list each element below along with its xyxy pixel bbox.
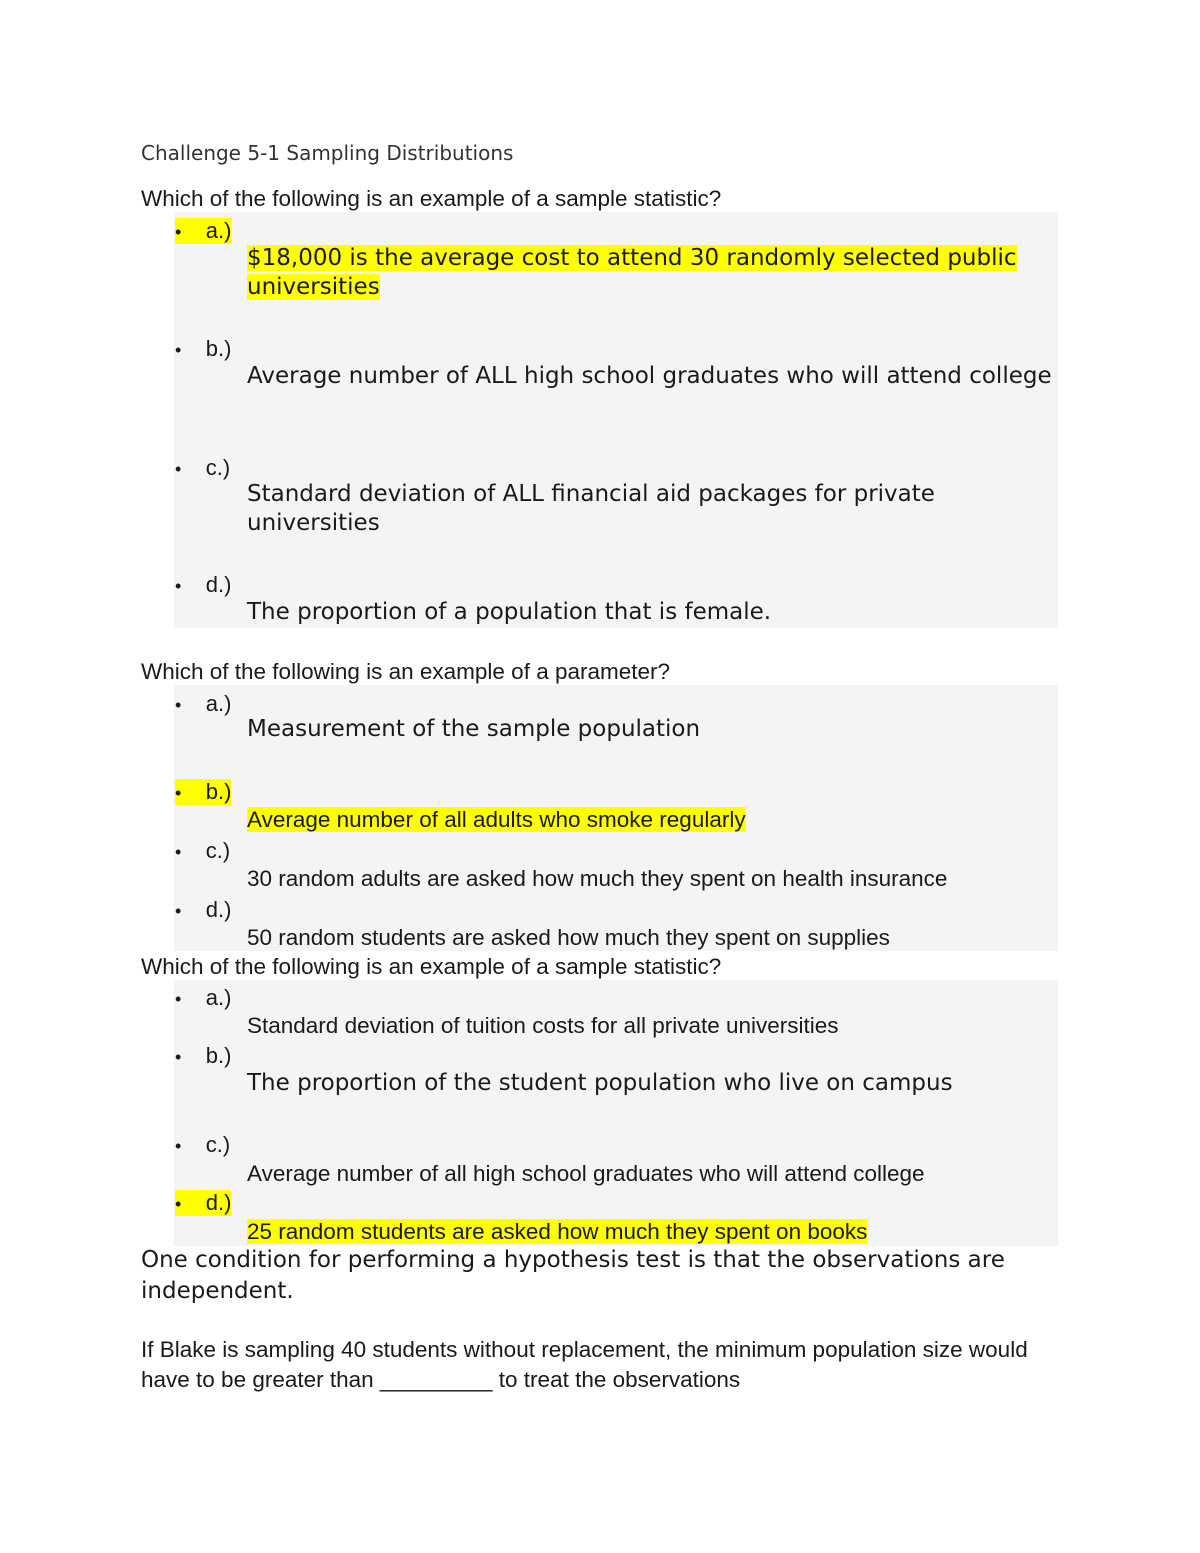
q2-option-d-label[interactable]: • d.) [175,897,232,922]
q2-option-c-label[interactable]: • c.) [175,838,231,863]
q1-option-b-text: Average number of ALL high school graduates who will attend college [247,363,1052,389]
q1-option-a-label[interactable]: • a.) [175,218,232,243]
q2-option-b-label[interactable]: • b.) [175,779,232,804]
page-title: Challenge 5-1 Sampling Distributions [141,141,514,165]
question-2-text: Which of the following is an example of a parameter? [141,659,671,684]
q3-option-a-text: Standard deviation of tuition costs for all private universities [247,1013,839,1038]
q2-option-b-text: Average number of all adults who smoke regularly [247,807,746,832]
hypothesis-statement: One condition for performing a hypothesis test is that the observations are independent. [141,1247,1005,1304]
question-3-text: Which of the following is an example of a sample statistic? [141,954,722,979]
q3-option-b-label[interactable]: • b.) [175,1043,232,1068]
q1-option-c-text: Standard deviation of ALL financial aid packages for private universities [247,481,935,536]
q1-option-c-label[interactable]: • c.) [175,455,231,480]
q3-option-c-text: Average number of all high school graduates who will attend college [247,1161,925,1186]
q3-option-c-label[interactable]: • c.) [175,1132,231,1157]
q3-option-d-label[interactable]: • d.) [175,1190,232,1215]
q2-option-d-text: 50 random students are asked how much they spent on supplies [247,925,890,950]
q3-option-a-label[interactable]: • a.) [175,985,232,1010]
q2-option-a-label[interactable]: • a.) [175,691,232,716]
q2-option-a-text: Measurement of the sample population [247,716,701,742]
question-4-text: If Blake is sampling 40 students without replacement, the minimum population size would have to be greater than _________ to treat the observations [141,1337,1028,1392]
q1-option-a-text: $18,000 is the average cost to attend 30 randomly selected public universities [247,245,1017,300]
q1-option-b-label[interactable]: • b.) [175,336,232,361]
q3-option-d-text: 25 random students are asked how much they spent on books [247,1219,868,1244]
question-1-text: Which of the following is an example of a sample statistic? [141,186,722,211]
q3-option-b-text: The proportion of the student population who live on campus [247,1070,953,1096]
q1-option-d-text: The proportion of a population that is female. [247,599,772,625]
q2-option-c-text: 30 random adults are asked how much they spent on health insurance [247,866,948,891]
q1-option-d-label[interactable]: • d.) [175,572,232,597]
